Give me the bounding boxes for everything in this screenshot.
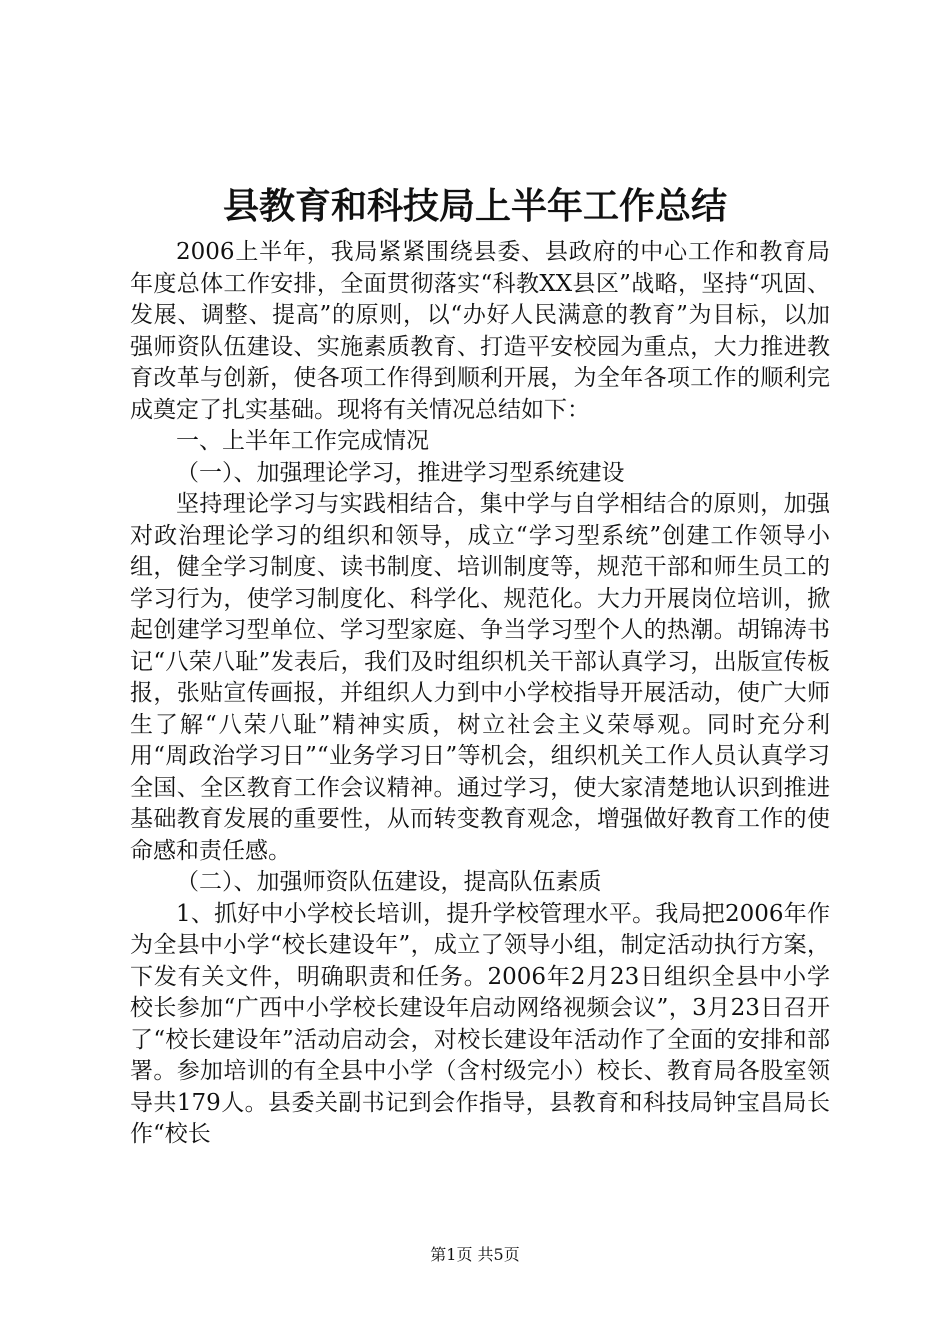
- document-body: [130, 237, 830, 1151]
- subsection-heading-1: （一）、加强理论学习，推进学习型系统建设: [176, 459, 625, 486]
- document-title: 县教育和科技局上半年工作总结: [222, 185, 727, 227]
- intro-paragraph: 2006上半年，我局紧紧围绕县委、县政府的中心工作和教育局年度总体工作安排，全面贯彻落实“科教XX县区”战略，坚持“巩固、发展、调整、提高”的原则，以“办好人民满意的教育”为目标，以加强师资队伍建设、实施素质教育、打造平安校园为重点，大力推进教育改革与创新，使各项工作得到顺利开展，为全年各项工作的顺利完成奠定了扎实基础。现将有关情况总结如下：: [130, 239, 830, 423]
- page-number-footer: 第1页 共5页: [430, 1245, 520, 1264]
- principal-training-paragraph: 1、抓好中小学校长培训，提升学校管理水平。我局把2006年作为全县中小学“校长建设年”，成立了领导小组，制定活动执行方案，下发有关文件，明确职责和任务。2006年2月23日组织全县中小学校长参加“广西中小学校长建设年启动网络视频会议”，3月23日召开了“校长建设年”活动启动会，对校长建设年活动作了全面的安排和部署。参加培训的有全县中小学（含村级完小）校长、教育局各股室领导共179人。县委关副书记到会作指导，县教育和科技局钟宝昌局长作“校长: [130, 900, 830, 1147]
- theory-study-paragraph: 坚持理论学习与实践相结合，集中学与自学相结合的原则，加强对政治理论学习的组织和领导，成立“学习型系统”创建工作领导小组，健全学习制度、读书制度、培训制度等，规范干部和师生员工的学习行为，使学习制度化、科学化、规范化。大力开展岗位培训，掀起创建学习型单位、学习型家庭、争当学习型个人的热潮。胡锦涛书记“八荣八耻”发表后，我们及时组织机关干部认真学习，出版宣传板报，张贴宣传画报，并组织人力到中小学校指导开展活动，使广大师生了解“八荣八耻”精神实质，树立社会主义荣辱观。同时充分利用“周政治学习日”“业务学习日”等机会，组织机关工作人员认真学习全国、全区教育工作会议精神。通过学习，使大家清楚地认识到推进基础教育发展的重要性，从而转变教育观念，增强做好教育工作的使命感和责任感。: [130, 491, 830, 864]
- subsection-heading-2: （二）、加强师资队伍建设，提高队伍素质: [176, 869, 602, 895]
- section-heading-1: 一、上半年工作完成情况: [176, 428, 429, 454]
